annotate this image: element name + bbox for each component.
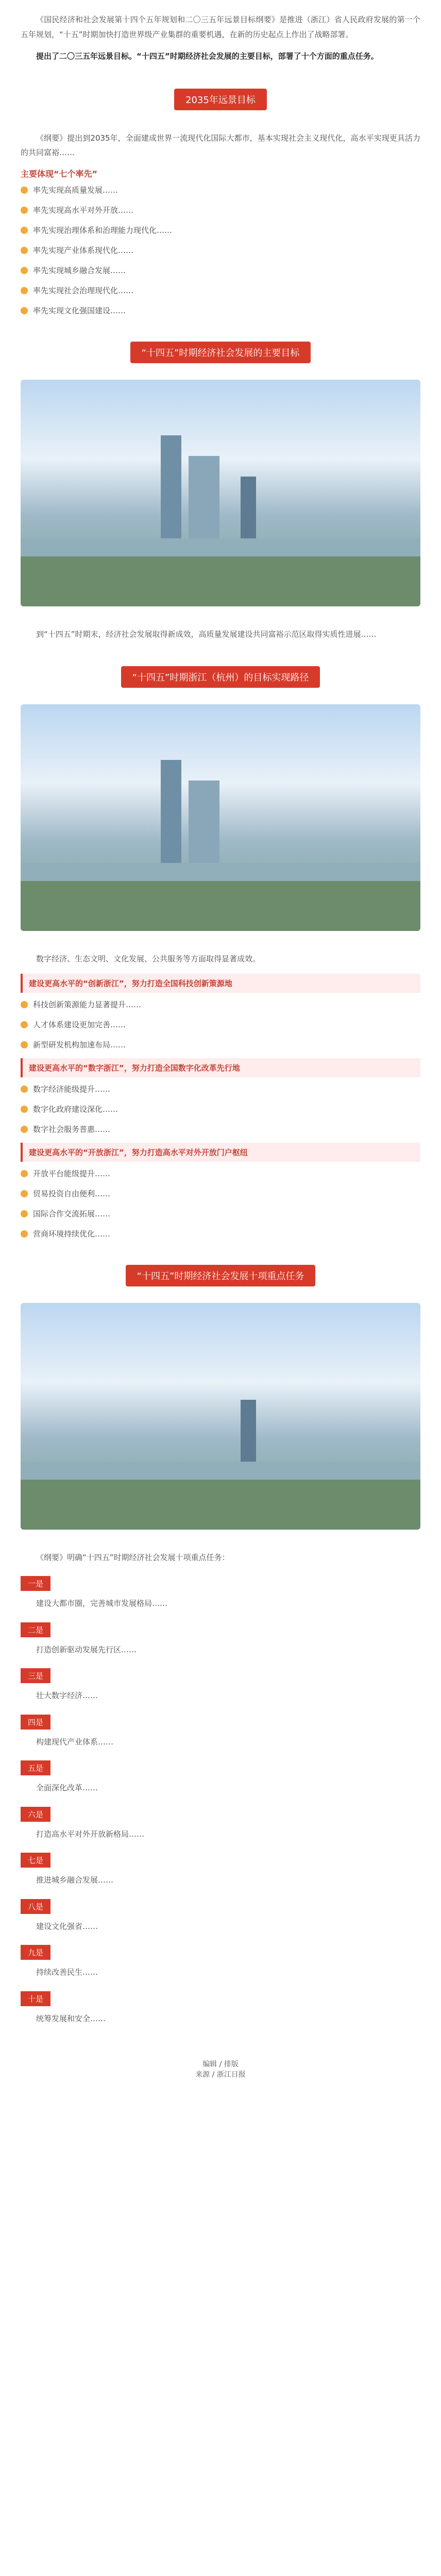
- task-block: [21, 1941, 420, 1980]
- bullet-icon: [21, 1170, 28, 1177]
- bullet-icon: [21, 267, 28, 274]
- task-block-text: 壮大数字经济……: [36, 1691, 98, 1700]
- list-item: [21, 1018, 420, 1032]
- list-item-text: 营商环境持续优化……: [33, 1229, 111, 1239]
- task-block: [21, 1664, 420, 1703]
- task-block-text: 推进城乡融合发展……: [36, 1875, 114, 1885]
- bullet-icon: [21, 1126, 28, 1133]
- section-2035-list: [21, 183, 420, 318]
- tasks-list-2: [21, 1082, 420, 1137]
- bullet-icon: [21, 1001, 28, 1008]
- task-block-text: 统筹发展和安全……: [36, 2013, 106, 2023]
- bullet-icon: [21, 287, 28, 294]
- list-item-text: 数字化政府建设深化……: [33, 1104, 118, 1114]
- callout-open: 建设更高水平的“开放浙江”，努力打造高水平对外开放门户枢纽: [21, 1143, 420, 1162]
- task-block-tag: 十是: [21, 1991, 50, 2006]
- list-item: [21, 1103, 420, 1116]
- task-block: [21, 1618, 420, 1657]
- task-block-text: 全面深化改革……: [36, 1783, 98, 1792]
- bullet-icon: [21, 1230, 28, 1238]
- list-item-text: 率先实现城乡融合发展……: [33, 265, 126, 275]
- footer-line-1: 编辑 / 排版: [202, 2060, 239, 2069]
- list-item-text: 率先实现社会治理现代化……: [33, 285, 134, 295]
- task-block-text: 打造高水平对外开放新格局……: [36, 1829, 145, 1839]
- photo-water: [21, 538, 420, 556]
- list-item: [21, 1227, 420, 1241]
- list-item: [21, 244, 420, 258]
- intro-paragraph-1: 《国民经济和社会发展第十四个五年规划和二〇三五年远景目标纲要》是推进（浙江）省人民政府发展的第一个五年规划，“十五”时期加快打造世界级产业集群的重要机遇，在新的历史起点上作出了战略部署。: [21, 15, 420, 39]
- bullet-icon: [21, 207, 28, 214]
- tasks-list-1: [21, 998, 420, 1052]
- photo-building: [189, 781, 219, 863]
- photo-building: [241, 1400, 256, 1462]
- bullet-icon: [21, 307, 28, 314]
- section-14-3: [0, 1538, 441, 2046]
- task-block-text: 打造创新驱动发展先行区……: [36, 1645, 137, 1654]
- list-item: [21, 998, 420, 1012]
- callout-digital: 建设更高水平的“数字浙江”，努力打造全国数字化改革先行地: [21, 1058, 420, 1077]
- section-14: [0, 615, 441, 662]
- bullet-icon: [21, 187, 28, 194]
- task-block-tag: 一是: [21, 1576, 50, 1591]
- section-14-paragraph: 到“十四五”时期末，经济社会发展取得新成效，高质量发展建设共同富裕示范区取得实质性进展……: [36, 629, 377, 639]
- section-2035-paragraph: 《纲要》提出到2035年，全面建成世界一流现代化国际大都市，基本实现社会主义现代化，高水平实现更具活力的共同富裕……: [21, 133, 420, 157]
- bullet-icon: [21, 1021, 28, 1028]
- task-block: [21, 1895, 420, 1934]
- task-block-text: 建设大都市圈，完善城市发展格局……: [36, 1599, 168, 1608]
- list-item: [21, 204, 420, 217]
- list-item-text: 新型研发机构加速布局……: [33, 1040, 126, 1049]
- city-photo-2: [21, 704, 420, 931]
- task-block: [21, 1756, 420, 1795]
- section-2035-label: 主要体现“七个率先”: [21, 168, 98, 179]
- list-item-text: 国际合作交流拓展……: [33, 1209, 111, 1218]
- task-block: [21, 1710, 420, 1750]
- list-item-text: 开放平台能级提升……: [33, 1168, 111, 1178]
- footer-line-2: 来源 / 浙江日报: [195, 2071, 246, 2079]
- intro-paragraph-2: 提出了二〇三五年远景目标。“十四五”时期经济社会发展的主要目标，部署了十个方面的重点任务。: [36, 52, 379, 61]
- task-block-tag: 六是: [21, 1807, 50, 1822]
- section-14-3-paragraph: 《纲要》明确“十四五”时期经济社会发展十项重点任务：: [36, 1552, 230, 1562]
- task-block: [21, 1849, 420, 1888]
- section-14-3-title: “十四五”时期经济社会发展十项重点任务: [126, 1265, 316, 1286]
- list-item-text: 数字经济能级提升……: [33, 1084, 111, 1094]
- list-item-text: 率先实现文化强国建设……: [33, 306, 126, 315]
- bullet-icon: [21, 1106, 28, 1113]
- city-photo-3: [21, 1303, 420, 1530]
- list-item-text: 率先实现高水平对外开放……: [33, 205, 134, 215]
- list-item-text: 率先实现高质量发展……: [33, 185, 118, 195]
- list-item: [21, 1187, 420, 1201]
- bullet-icon: [21, 247, 28, 254]
- bullet-icon: [21, 1190, 28, 1197]
- bullet-icon: [21, 227, 28, 234]
- list-item: [21, 284, 420, 298]
- list-item-text: 人才体系建设更加完善……: [33, 1020, 126, 1029]
- photo-building: [189, 456, 219, 538]
- section-14-2: [0, 939, 441, 1260]
- section-14-2-paragraph: 数字经济、生态文明、文化发展、公共服务等方面取得显著成效。: [36, 954, 261, 963]
- footer: [0, 2045, 441, 2100]
- task-block-tag: 五是: [21, 1760, 50, 1775]
- section-2035: [0, 118, 441, 336]
- tasks-list-3: [21, 1167, 420, 1241]
- photo-water: [21, 863, 420, 881]
- list-item: [21, 1207, 420, 1221]
- task-block-text: 构建现代产业体系……: [36, 1737, 114, 1747]
- task-block-tag: 四是: [21, 1715, 50, 1730]
- list-item-text: 率先实现治理体系和治理能力现代化……: [33, 225, 173, 235]
- photo-water: [21, 1462, 420, 1480]
- task-block-tag: 九是: [21, 1945, 50, 1960]
- task-block: [21, 1572, 420, 1611]
- list-item-text: 科技创新策源能力显著提升……: [33, 999, 142, 1009]
- list-item-text: 率先实现产业体系现代化……: [33, 245, 134, 255]
- bullet-icon: [21, 1041, 28, 1048]
- list-item: [21, 1167, 420, 1181]
- list-item: [21, 264, 420, 278]
- list-item: [21, 304, 420, 318]
- photo-building: [161, 435, 181, 538]
- task-block-tag: 二是: [21, 1622, 50, 1637]
- task-block-tag: 三是: [21, 1668, 50, 1683]
- bullet-icon: [21, 1210, 28, 1217]
- photo-building: [241, 477, 256, 538]
- city-photo-1: [21, 380, 420, 606]
- list-item-text: 贸易投资自由便利……: [33, 1189, 111, 1198]
- section-14-2-title: “十四五”时期浙江（杭州）的目标实现路径: [121, 666, 320, 688]
- list-item: [21, 1123, 420, 1137]
- list-item: [21, 183, 420, 197]
- task-block-tag: 八是: [21, 1899, 50, 1914]
- list-item: [21, 224, 420, 238]
- list-item-text: 数字社会服务普惠……: [33, 1124, 111, 1134]
- intro-section: [0, 0, 441, 83]
- callout-innovation: 建设更高水平的“创新浙江”，努力打造全国科技创新策源地: [21, 974, 420, 993]
- list-item: [21, 1082, 420, 1096]
- photo-building: [161, 760, 181, 863]
- section-14-title: “十四五”时期经济社会发展的主要目标: [130, 342, 311, 363]
- task-block-text: 持续改善民生……: [36, 1968, 98, 1977]
- bullet-icon: [21, 1086, 28, 1093]
- section-2035-title: 2035年远景目标: [174, 89, 267, 110]
- task-block-tag: 七是: [21, 1853, 50, 1868]
- task-block-text: 建设文化强省……: [36, 1921, 98, 1931]
- task-block: [21, 1803, 420, 1842]
- task-block: [21, 1987, 420, 2026]
- list-item: [21, 1038, 420, 1052]
